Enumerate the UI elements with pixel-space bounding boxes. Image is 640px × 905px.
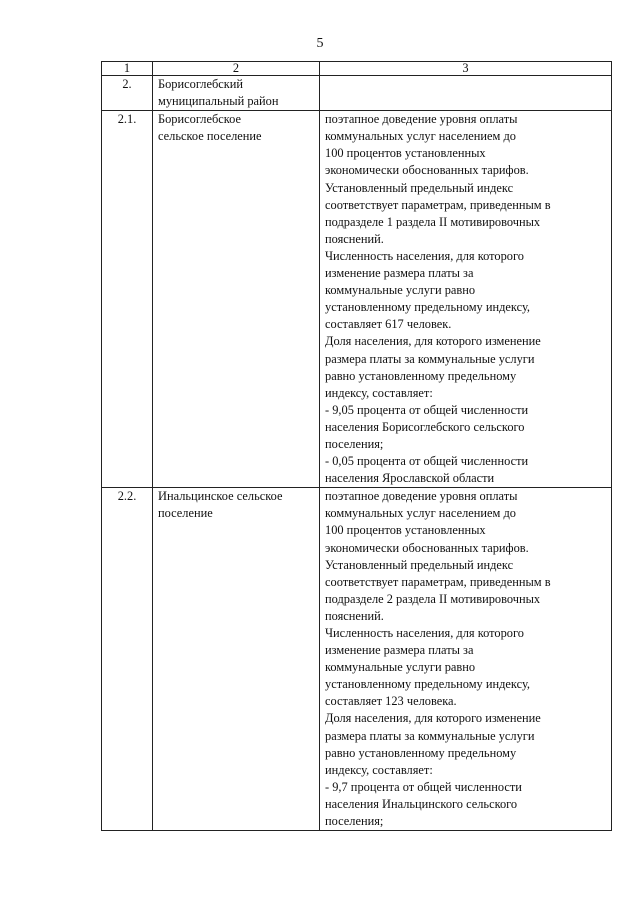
page-number: 5 xyxy=(316,36,324,51)
row-description xyxy=(320,76,612,111)
row-description-line: коммунальных услуг населением до xyxy=(325,506,516,521)
row-description-line: соответствует параметрам, приведенным в xyxy=(325,197,551,212)
row-description-line: коммунальные услуги равно xyxy=(325,660,476,675)
row-name-line: муниципальный район xyxy=(158,94,279,109)
row-description-line: соответствует параметрам, приведенным в xyxy=(325,574,551,589)
row-number: 2.1. xyxy=(102,111,153,488)
row-description-line: размера платы за коммунальные услуги xyxy=(325,351,535,366)
table-header-row xyxy=(102,62,612,76)
row-description-line: населения Инальцинского сельского xyxy=(325,796,518,811)
row-name-line: Инальцинское сельское xyxy=(158,489,283,504)
row-name xyxy=(153,76,320,111)
row-description-line: Установленный предельный индекс xyxy=(325,180,514,195)
row-name xyxy=(153,488,320,831)
row-name-line: Борисоглебское xyxy=(158,112,242,127)
row-description-line: установленному предельному индексу, xyxy=(325,300,531,315)
row-description-line: населения Борисоглебского сельского xyxy=(325,419,525,434)
row-description-line: составляет 123 человека. xyxy=(325,694,457,709)
row-description-line: поэтапное доведение уровня оплаты xyxy=(325,112,518,127)
row-description-line: индексу, составляет: xyxy=(325,762,433,777)
row-description-line: населения Ярославской области xyxy=(325,471,495,486)
table-row xyxy=(102,488,612,831)
row-description-line: индексу, составляет: xyxy=(325,385,433,400)
row-description-line: изменение размера платы за xyxy=(325,266,474,281)
row-name-line: Борисоглебский xyxy=(158,77,244,91)
row-number: 2.2. xyxy=(102,488,153,831)
row-description-line: равно установленному предельному xyxy=(325,745,517,760)
row-description-line: - 9,05 процента от общей численности xyxy=(325,402,529,417)
row-description-line: установленному предельному индексу, xyxy=(325,677,531,692)
row-description-line: - 0,05 процента от общей численности xyxy=(325,454,529,469)
row-description-line: экономически обоснованных тарифов. xyxy=(325,163,529,178)
row-name-line: поселение xyxy=(158,506,213,521)
row-description-line: подразделе 2 раздела II мотивировочных xyxy=(325,591,541,606)
row-name-line: сельское поселение xyxy=(158,129,262,144)
row-description-line: изменение размера платы за xyxy=(325,643,474,658)
header-col-1: 1 xyxy=(102,62,153,76)
row-description-line: поселения; xyxy=(325,436,384,451)
row-description-line: 100 процентов установленных xyxy=(325,146,486,161)
row-description-line: пояснений. xyxy=(325,231,384,246)
row-description-line: Численность населения, для которого xyxy=(325,626,524,640)
header-col-2: 2 xyxy=(153,62,320,76)
row-description-line: Численность населения, для которого xyxy=(325,248,524,263)
table-row xyxy=(102,111,612,488)
row-description-line: Установленный предельный индекс xyxy=(325,557,514,572)
row-name xyxy=(153,111,320,488)
header-col-3: 3 xyxy=(320,62,612,76)
row-description-line: равно установленному предельному xyxy=(325,368,517,383)
row-number: 2. xyxy=(102,76,153,111)
document-table xyxy=(101,61,612,831)
row-description xyxy=(320,111,612,488)
row-description-line: поселения; xyxy=(325,814,384,829)
row-description-line: поэтапное доведение уровня оплаты xyxy=(325,489,518,504)
row-description-line: пояснений. xyxy=(325,608,384,623)
row-description xyxy=(320,488,612,831)
row-description-line: коммунальные услуги равно xyxy=(325,283,476,298)
row-description-line: Доля населения, для которого изменение xyxy=(325,711,541,726)
row-description-line: подразделе 1 раздела II мотивировочных xyxy=(325,214,541,229)
row-description-line: коммунальных услуг населением до xyxy=(325,129,516,144)
table-row xyxy=(102,76,612,111)
row-description-line: размера платы за коммунальные услуги xyxy=(325,728,535,743)
row-description-line: Доля населения, для которого изменение xyxy=(325,334,541,349)
row-description-line: - 9,7 процента от общей численности xyxy=(325,779,522,794)
row-description-line: 100 процентов установленных xyxy=(325,523,486,538)
row-description-line: составляет 617 человек. xyxy=(325,317,452,332)
row-description-line: экономически обоснованных тарифов. xyxy=(325,540,529,555)
